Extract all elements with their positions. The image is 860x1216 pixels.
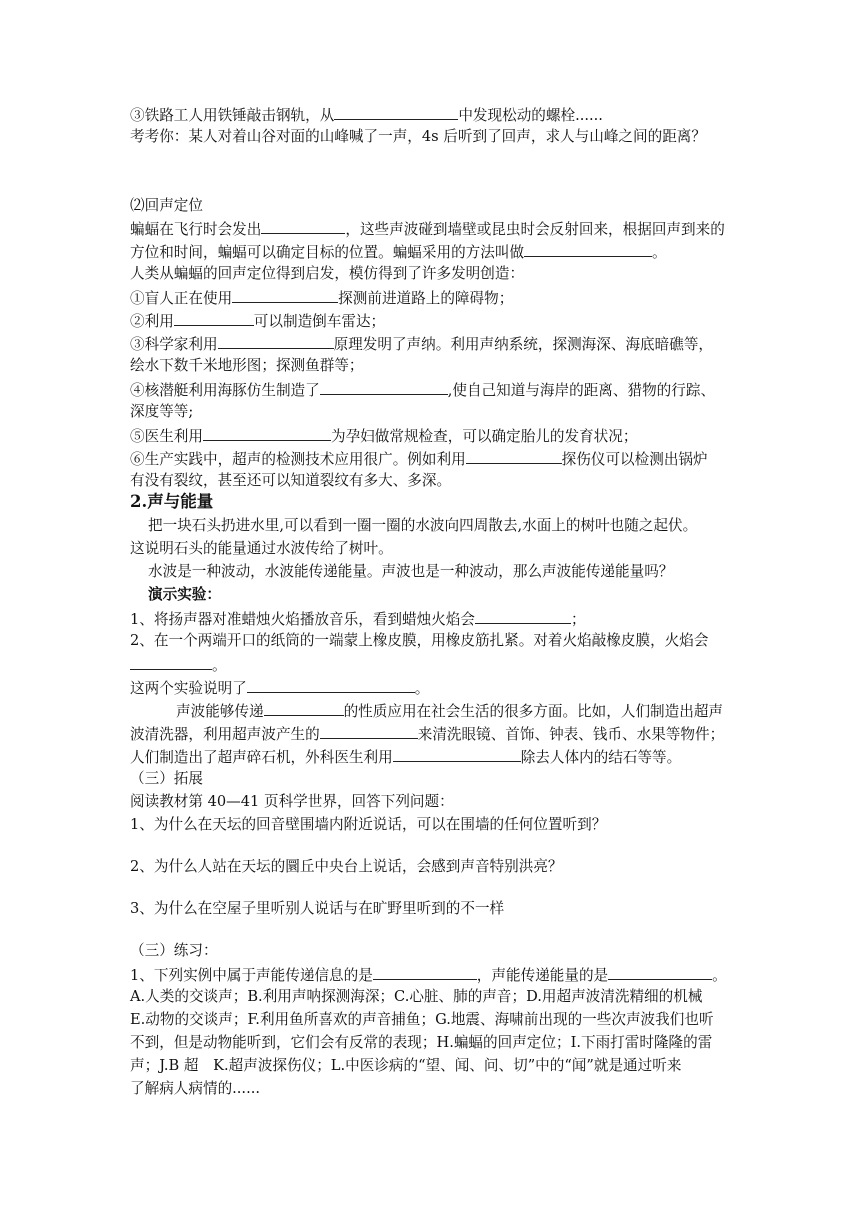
blank-line xyxy=(320,723,418,739)
text-line: 有没有裂纹，甚至还可以知道裂纹有多大、多深。 xyxy=(130,472,452,489)
text-line: 声；J.B 超 K.超声波探伤仪；L.中医诊病的“望、闻、问、切”中的“闻”就是通过听来 xyxy=(130,1057,682,1074)
text-line: E.动物的交谈声；F.利用鱼所喜欢的声音捕鱼；G.地震、海啸前出现的一些次声波我们也听 xyxy=(130,1011,714,1028)
blank-line xyxy=(524,241,652,257)
question: 2、为什么人站在天坛的圜丘中央台上说话，会感到声音特别洪亮？ xyxy=(130,858,563,875)
blank-line xyxy=(334,104,458,120)
blank-line xyxy=(393,746,521,762)
text-line: 蝙蝠在飞行时会发出 ，这些声波碰到墙壁或昆虫时会反射回来，根据回声到来的 xyxy=(130,218,725,240)
blank-line xyxy=(466,448,562,464)
blank-line xyxy=(261,218,345,234)
section-heading: （三）练习： xyxy=(130,942,218,959)
text-line: ③铁路工人用铁锤敲击钢轨，从 中发现松动的螺栓...... xyxy=(130,104,603,126)
text-line: ④核潜艇利用海豚仿生制造了 ,使自己知道与海岸的距离、猎物的行踪、 xyxy=(130,379,715,401)
text-line: 2、在一个两端开口的纸筒的一端蒙上橡皮膜，用橡皮筋扎紧。对着火焰敲橡皮膜，火焰会 xyxy=(130,632,709,649)
section-heading: （三）拓展 xyxy=(130,770,203,787)
blank-line xyxy=(264,700,344,716)
text-line: 1、将扬声器对准蜡烛火焰播放音乐，看到蜡烛火焰会 ； xyxy=(130,608,586,630)
question: 1、为什么在天坛的回音壁围墙内附近说话，可以在围墙的任何位置听到？ xyxy=(130,816,607,833)
text-line: ⑤医生利用 为孕妇做常规检查，可以确定胎儿的发育状况； xyxy=(130,425,637,447)
text-line: 绘水下数千米地形图；探测鱼群等； xyxy=(130,357,364,374)
blank-line xyxy=(203,425,331,441)
text-line: ⑥生产实践中，超声的检测技术应用很广。例如利用 探伤仪可以检测出锅炉 xyxy=(130,448,708,470)
text-line: 人们制造出了超声碎石机，外科医生利用 除去人体内的结石等等。 xyxy=(130,746,681,768)
text-line: 波清洗器，利用超声波产生的 来清洗眼镜、首饰、钟表、钱币、水果等物件； xyxy=(130,723,724,745)
text-line: 声波能够传递 的性质应用在社会生活的很多方面。比如，人们制造出超声 xyxy=(176,700,723,722)
question: 3、为什么在空屋子里听别人说话与在旷野里听到的不一样 xyxy=(130,900,505,917)
blank-line xyxy=(475,608,571,624)
text-line: 方位和时间，蝙蝠可以确定目标的位置。蝙蝠采用的方法叫做 。 xyxy=(130,241,667,263)
text-line: 深度等等; xyxy=(130,403,194,420)
blank-line xyxy=(373,964,477,980)
section-heading: 2.声与能量 xyxy=(130,492,214,511)
blank-line xyxy=(218,333,334,349)
text-line: 把一块石头扔进水里,可以看到一圈一圈的水波向四周散去,水面上的树叶也随之起伏。 xyxy=(148,517,698,534)
blank-line xyxy=(174,310,254,326)
text-line: ②利用 可以制造倒车雷达； xyxy=(130,310,385,332)
text-line: 不到，但是动物能听到，它们会有反常的表现；H.蝙蝠的回声定位；I.下雨打雷时隆隆的雷 xyxy=(130,1034,713,1051)
blank-line xyxy=(232,287,338,303)
section-heading: ⑵回声定位 xyxy=(130,197,203,214)
text-line: 。 xyxy=(130,654,227,676)
text-line: A.人类的交谈声；B.利用声呐探测海深；C.心脏、肺的声音；D.用超声波清洗精细的机械 xyxy=(130,988,703,1005)
text-line: 阅读教材第 40—41 页科学世界，回答下列问题： xyxy=(130,793,454,810)
text-line: 考考你：某人对着山谷对面的山峰喊了一声，4s 后听到了回声，求人与山峰之间的距离？ xyxy=(130,128,706,145)
subheading: 演示实验： xyxy=(148,586,221,603)
text-line: ③科学家利用 原理发明了声纳。利用声纳系统，探测海深、海底暗礁等， xyxy=(130,333,713,355)
text-line: 这说明石头的能量通过水波传给了树叶。 xyxy=(130,540,393,557)
text-line: 这两个实验说明了 。 xyxy=(130,677,429,699)
text-line: 人类从蝙蝠的回声定位得到启发，模仿得到了许多发明创造： xyxy=(130,265,525,282)
blank-line xyxy=(320,379,448,395)
blank-line xyxy=(247,677,415,693)
blank-line xyxy=(608,964,712,980)
text-line: 1、下列实例中属于声能传递信息的是 ，声能传递能量的是 。 xyxy=(130,964,727,986)
text-line: ①盲人正在使用 探测前进道路上的障碍物； xyxy=(130,287,513,309)
blank-line xyxy=(130,654,212,670)
text-line: 了解病人病情的...... xyxy=(130,1080,260,1097)
text-line: 水波是一种波动，水波能传递能量。声波也是一种波动，那么声波能传递能量吗？ xyxy=(148,563,674,580)
